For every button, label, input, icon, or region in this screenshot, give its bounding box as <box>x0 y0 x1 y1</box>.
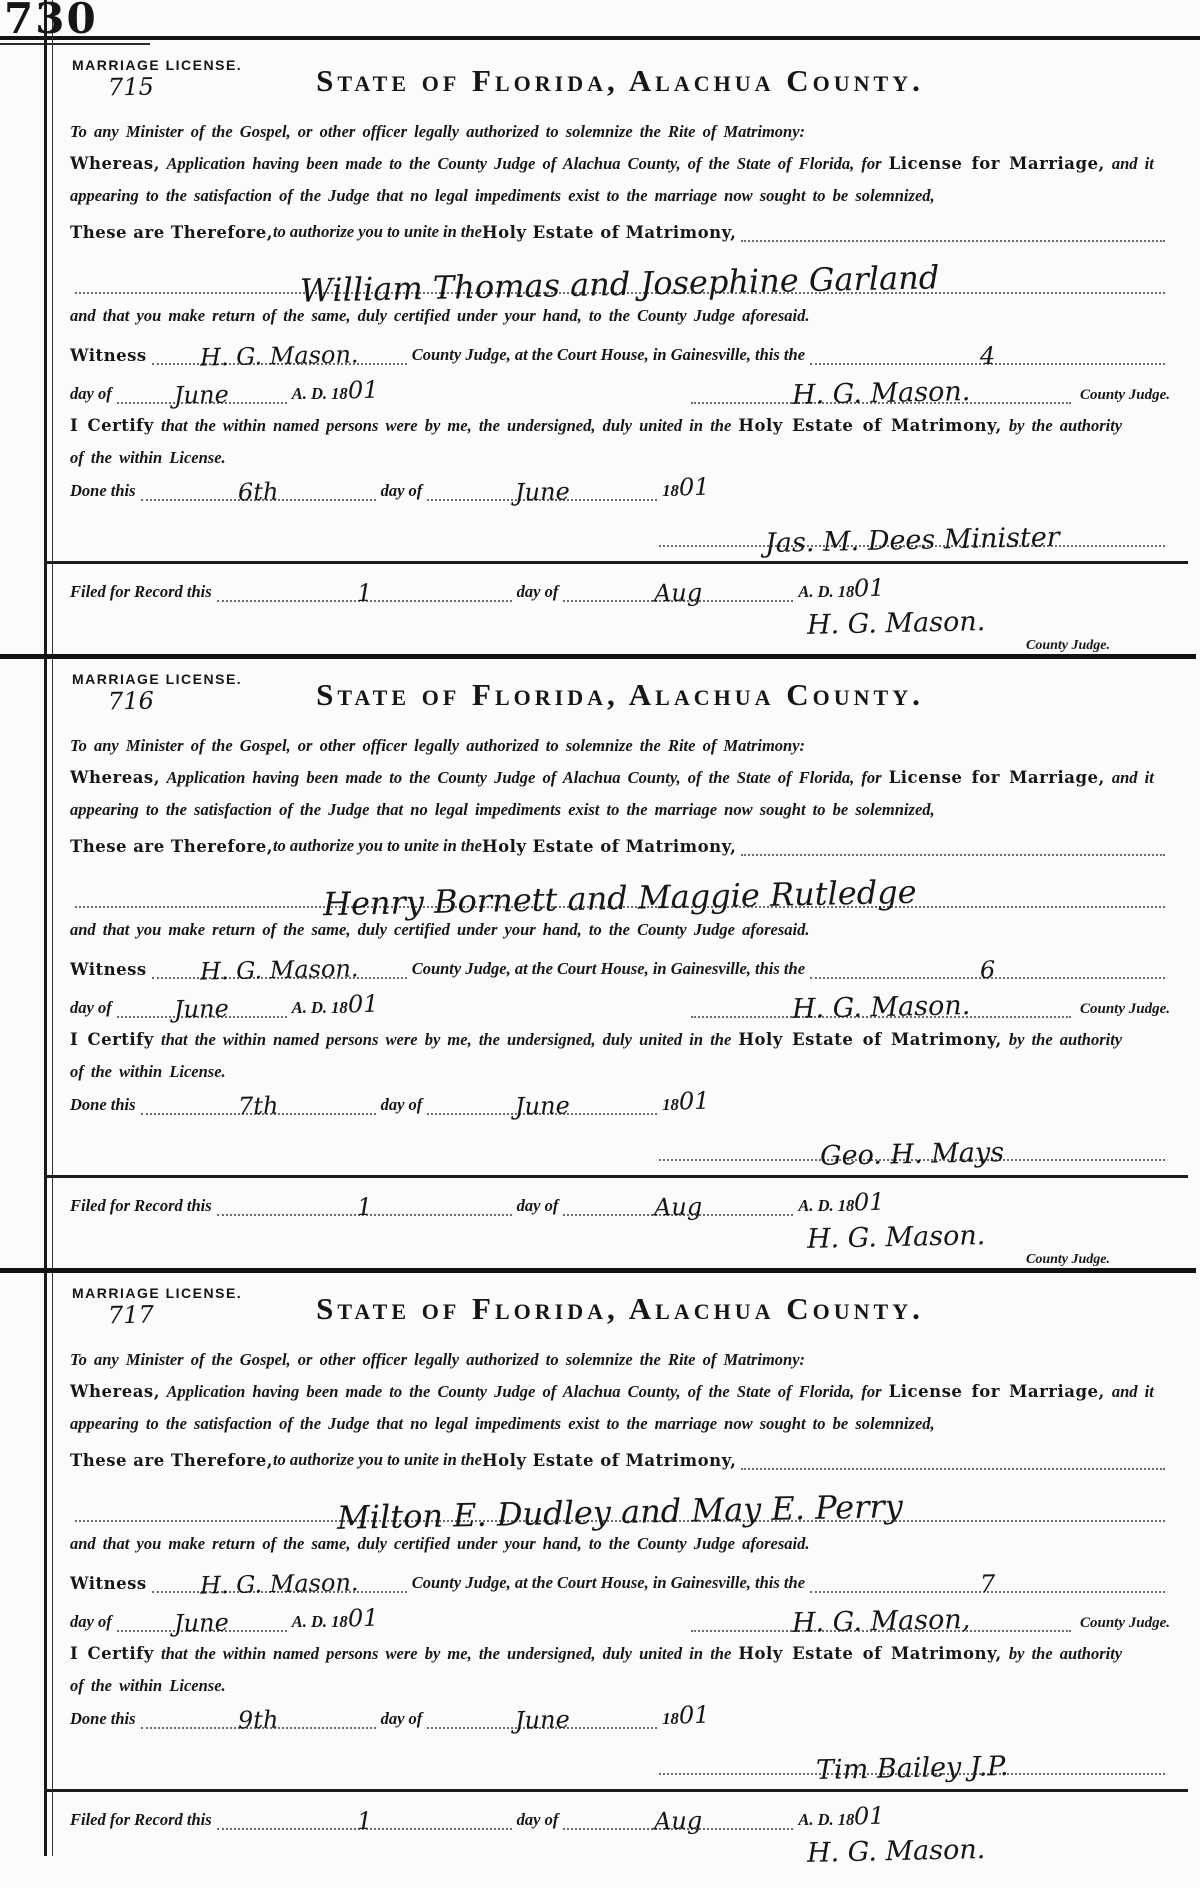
ad-year-prefix: A. D. 18 <box>291 384 348 403</box>
witness-day-handwriting: 6 <box>979 955 996 985</box>
filed-line <box>70 573 1170 608</box>
couple-names-handwriting: Henry Bornett and Maggie Rutledge <box>322 873 918 924</box>
couple-names-handwriting: Milton E. Dudley and May E. Perry <box>336 1487 904 1538</box>
appearing-line: appearing to the satisfaction of the Judge that no legal impediments exist to the marriage now sought to be solemnized, <box>70 185 935 205</box>
witness-day-handwriting: 7 <box>979 1569 996 1599</box>
certificate-header <box>70 1283 1170 1341</box>
county-judge-label: County Judge. <box>1025 1251 1110 1267</box>
ad-year-prefix: A. D. 18 <box>291 998 348 1017</box>
filed-year-handwriting: 01 <box>853 1801 886 1830</box>
marriage-license-label: MARRIAGE LICENSE. <box>72 57 243 73</box>
license-for-marriage-words: License for Marriage, <box>888 1381 1105 1401</box>
filed-day-handwriting: 1 <box>356 1806 373 1835</box>
and-it-text: and it <box>1111 1381 1154 1401</box>
blank-line <box>741 1446 1165 1470</box>
witness-word: Witness <box>70 960 147 979</box>
county-judge-label: County Judge. <box>1079 1615 1170 1631</box>
certificate-header <box>70 55 1170 113</box>
holy-estate-words: Holy Estate of Matrimony, <box>481 223 737 243</box>
return-line: and that you make return of the same, duly certified under your hand, to the County Judge aforesaid. <box>70 920 810 940</box>
authorize-text: to authorize you to unite in the <box>272 1450 482 1470</box>
license-number: 716 <box>107 686 155 716</box>
certify-paragraph <box>70 1642 1170 1667</box>
by-authority-text: by the authority <box>1008 416 1123 435</box>
filed-month-handwriting: Aug <box>653 1191 703 1222</box>
done-day-handwriting: 6th <box>237 477 279 506</box>
county-judge-label: County Judge. <box>1025 637 1110 653</box>
judge-signature-block <box>686 375 1170 411</box>
license-number: 715 <box>107 72 155 102</box>
year-handwriting: 01 <box>347 989 379 1019</box>
page-top-rule <box>0 36 1200 40</box>
these-are-therefore-words: These are Therefore, <box>70 223 273 243</box>
license-for-marriage-words: License for Marriage, <box>888 767 1105 787</box>
i-certify-words: I Certify <box>70 416 154 435</box>
marriage-license-label: MARRIAGE LICENSE. <box>72 1285 243 1301</box>
authorization-line <box>70 832 1170 856</box>
couple-names-handwriting: William Thomas and Josephine Garland <box>300 258 940 310</box>
judge-signature-handwriting: H. G. Mason, <box>791 1604 971 1639</box>
appearing-line: appearing to the satisfaction of the Judge that no legal impediments exist to the marriage now sought to be solemnized, <box>70 799 935 819</box>
done-line <box>70 1700 1170 1735</box>
certify-paragraph <box>70 414 1170 439</box>
filed-year-handwriting: 01 <box>853 1187 886 1216</box>
witness-judge-handwriting: H. G. Mason. <box>199 954 359 986</box>
county-judge-at-text: County Judge, at the Court House, in Gainesville, this the <box>411 1573 806 1592</box>
filed-day-handwriting: 1 <box>356 578 373 607</box>
witness-day-handwriting: 4 <box>979 341 996 371</box>
witness-line <box>70 953 1170 986</box>
filed-signature-block <box>70 605 1170 660</box>
county-judge-at-text: County Judge, at the Court House, in Gainesville, this the <box>411 959 806 978</box>
filed-line <box>70 1801 1170 1836</box>
officiant-signature-line <box>70 511 1170 559</box>
whereas-word: Whereas, <box>70 767 160 787</box>
day-of-label: day of <box>516 581 559 601</box>
filed-judge-signature-handwriting: H. G. Mason. <box>806 605 986 641</box>
authorization-line <box>70 218 1170 242</box>
officiant-signature-line <box>70 1125 1170 1172</box>
i-certify-words: I Certify <box>70 1644 154 1663</box>
license-for-marriage-words: License for Marriage, <box>888 153 1105 173</box>
certify-text: that the within named persons were by me, the undersigned, duly united in the <box>161 416 732 435</box>
license-number: 717 <box>107 1300 155 1330</box>
day-of-label: day of <box>380 1094 423 1114</box>
date-and-judge-line <box>70 989 1170 1025</box>
marriage-license-record-715 <box>62 45 1178 653</box>
done-month-handwriting: June <box>514 1704 570 1735</box>
year-handwriting: 01 <box>347 375 379 405</box>
return-line: and that you make return of the same, duly certified under your hand, to the County Judge aforesaid. <box>70 1534 810 1554</box>
filed-signature-block <box>70 1833 1170 1888</box>
couple-names-line <box>70 1480 1170 1538</box>
done-day-handwriting: 7th <box>237 1091 279 1120</box>
section-divider <box>44 1789 1188 1792</box>
witness-word: Witness <box>70 346 147 365</box>
authorize-text: to authorize you to unite in the <box>272 222 482 242</box>
couple-names-line <box>70 866 1170 924</box>
whereas-text: Application having been made to the County Judge of Alachua County, of the State of Florida, for <box>166 153 882 173</box>
done-line <box>70 1086 1170 1121</box>
addressee-line: To any Minister of the Gospel, or other officer legally authorized to solemnize the Rite of Matrimony: <box>70 122 806 141</box>
i-certify-words: I Certify <box>70 1030 154 1049</box>
judge-signature-block <box>686 1603 1170 1639</box>
month-handwriting: June <box>174 1608 230 1638</box>
filed-judge-signature-handwriting: H. G. Mason. <box>806 1833 986 1869</box>
page-number: 730 <box>4 0 98 43</box>
done-this-label: Done this <box>70 480 136 500</box>
document-page <box>62 45 1178 1874</box>
whereas-word: Whereas, <box>70 1381 160 1401</box>
certify-paragraph <box>70 1028 1170 1053</box>
by-authority-text: by the authority <box>1008 1030 1123 1049</box>
certificate-title: State of Florida, Alachua County. <box>316 63 924 98</box>
officiant-signature-handwriting: Jas. M. Dees Minister <box>764 521 1060 559</box>
section-divider <box>44 1175 1188 1178</box>
and-it-text: and it <box>1111 767 1154 787</box>
holy-estate-words-2: Holy Estate of Matrimony, <box>738 1030 1002 1049</box>
blank-line <box>741 832 1165 856</box>
county-judge-at-text: County Judge, at the Court House, in Gainesville, this the <box>411 345 806 364</box>
filed-year-handwriting: 01 <box>853 573 886 602</box>
ad-year-prefix: A. D. 18 <box>798 581 855 601</box>
marriage-license-record-716 <box>62 659 1178 1267</box>
done-this-label: Done this <box>70 1094 136 1114</box>
filed-for-record-label: Filed for Record this <box>70 581 212 601</box>
holy-estate-words-2: Holy Estate of Matrimony, <box>738 1644 1002 1663</box>
holy-estate-words: Holy Estate of Matrimony, <box>481 1451 737 1471</box>
day-of-label: day of <box>516 1195 559 1215</box>
certify-text: that the within named persons were by me, the undersigned, duly united in the <box>161 1644 732 1663</box>
by-authority-text: by the authority <box>1008 1644 1123 1663</box>
witness-judge-handwriting: H. G. Mason. <box>199 1568 359 1600</box>
marriage-license-label: MARRIAGE LICENSE. <box>72 671 243 687</box>
year-prefix: 18 <box>662 1708 679 1728</box>
date-and-judge-line <box>70 375 1170 411</box>
judge-signature-handwriting: H. G. Mason. <box>791 990 971 1025</box>
filed-signature-block <box>70 1219 1170 1274</box>
filed-day-handwriting: 1 <box>356 1192 373 1221</box>
certify-text: that the within named persons were by me, the undersigned, duly united in the <box>161 1030 732 1049</box>
section-divider <box>44 561 1188 564</box>
couple-names-line <box>70 252 1170 310</box>
these-are-therefore-words: These are Therefore, <box>70 837 273 857</box>
officiant-signature-handwriting: Geo. H. Mays <box>819 1136 1005 1172</box>
done-month-handwriting: June <box>514 1090 570 1121</box>
judge-signature-block <box>686 989 1170 1025</box>
day-of-label: day of <box>516 1809 559 1829</box>
authorize-text: to authorize you to unite in the <box>272 836 482 856</box>
month-handwriting: June <box>174 380 230 410</box>
year-prefix: 18 <box>662 1094 679 1114</box>
done-month-handwriting: June <box>514 476 570 507</box>
ad-year-prefix: A. D. 18 <box>798 1809 855 1829</box>
marriage-license-record-717 <box>62 1273 1178 1874</box>
whereas-text: Application having been made to the County Judge of Alachua County, of the State of Florida, for <box>166 1381 882 1401</box>
addressee-line: To any Minister of the Gospel, or other officer legally authorized to solemnize the Rite of Matrimony: <box>70 736 806 755</box>
of-within-license-line: of the within License. <box>70 1675 226 1695</box>
done-day-handwriting: 9th <box>237 1705 279 1734</box>
filed-judge-signature-handwriting: H. G. Mason. <box>806 1219 986 1255</box>
addressee-line: To any Minister of the Gospel, or other officer legally authorized to solemnize the Rite of Matrimony: <box>70 1350 806 1369</box>
filed-month-handwriting: Aug <box>653 1805 703 1836</box>
done-line <box>70 472 1170 507</box>
filed-for-record-label: Filed for Record this <box>70 1195 212 1215</box>
whereas-word: Whereas, <box>70 153 160 173</box>
officiant-signature-handwriting: Tim Bailey J.P. <box>815 1750 1009 1786</box>
filed-month-handwriting: Aug <box>653 577 703 608</box>
whereas-text: Application having been made to the County Judge of Alachua County, of the State of Florida, for <box>166 767 882 787</box>
appearing-line: appearing to the satisfaction of the Judge that no legal impediments exist to the marriage now sought to be solemnized, <box>70 1413 935 1433</box>
whereas-paragraph <box>70 1380 1170 1405</box>
officiant-signature-line <box>70 1739 1170 1786</box>
county-judge-label: County Judge. <box>1079 1001 1170 1017</box>
holy-estate-words-2: Holy Estate of Matrimony, <box>738 416 1002 435</box>
ad-year-prefix: A. D. 18 <box>291 1612 348 1631</box>
month-handwriting: June <box>174 994 230 1024</box>
county-judge-label: County Judge. <box>1079 387 1170 403</box>
witness-judge-handwriting: H. G. Mason. <box>199 340 359 372</box>
return-line: and that you make return of the same, duly certified under your hand, to the County Judge aforesaid. <box>70 306 810 326</box>
certificate-title: State of Florida, Alachua County. <box>316 677 924 712</box>
certificate-header <box>70 669 1170 727</box>
these-are-therefore-words: These are Therefore, <box>70 1451 273 1471</box>
certificate-title: State of Florida, Alachua County. <box>316 1291 924 1326</box>
witness-line <box>70 1567 1170 1600</box>
judge-signature-handwriting: H. G. Mason. <box>791 376 971 411</box>
day-of-label: day of <box>70 998 112 1017</box>
year-prefix: 18 <box>662 480 679 500</box>
done-year-handwriting: 01 <box>678 1700 710 1729</box>
ad-year-prefix: A. D. 18 <box>798 1195 855 1215</box>
and-it-text: and it <box>1111 153 1154 173</box>
day-of-label: day of <box>70 384 112 403</box>
whereas-paragraph <box>70 766 1170 791</box>
witness-word: Witness <box>70 1574 147 1593</box>
day-of-label: day of <box>380 1708 423 1728</box>
day-of-label: day of <box>70 1612 112 1631</box>
filed-for-record-label: Filed for Record this <box>70 1809 212 1829</box>
witness-line <box>70 339 1170 372</box>
filed-line <box>70 1187 1170 1222</box>
done-year-handwriting: 01 <box>678 472 710 501</box>
of-within-license-line: of the within License. <box>70 1061 226 1081</box>
holy-estate-words: Holy Estate of Matrimony, <box>481 837 737 857</box>
done-year-handwriting: 01 <box>678 1086 710 1115</box>
of-within-license-line: of the within License. <box>70 447 226 467</box>
blank-line <box>741 218 1165 242</box>
page-left-rule <box>44 0 53 1856</box>
date-and-judge-line <box>70 1603 1170 1639</box>
day-of-label: day of <box>380 480 423 500</box>
done-this-label: Done this <box>70 1708 136 1728</box>
authorization-line <box>70 1446 1170 1470</box>
year-handwriting: 01 <box>347 1603 379 1633</box>
whereas-paragraph <box>70 152 1170 177</box>
